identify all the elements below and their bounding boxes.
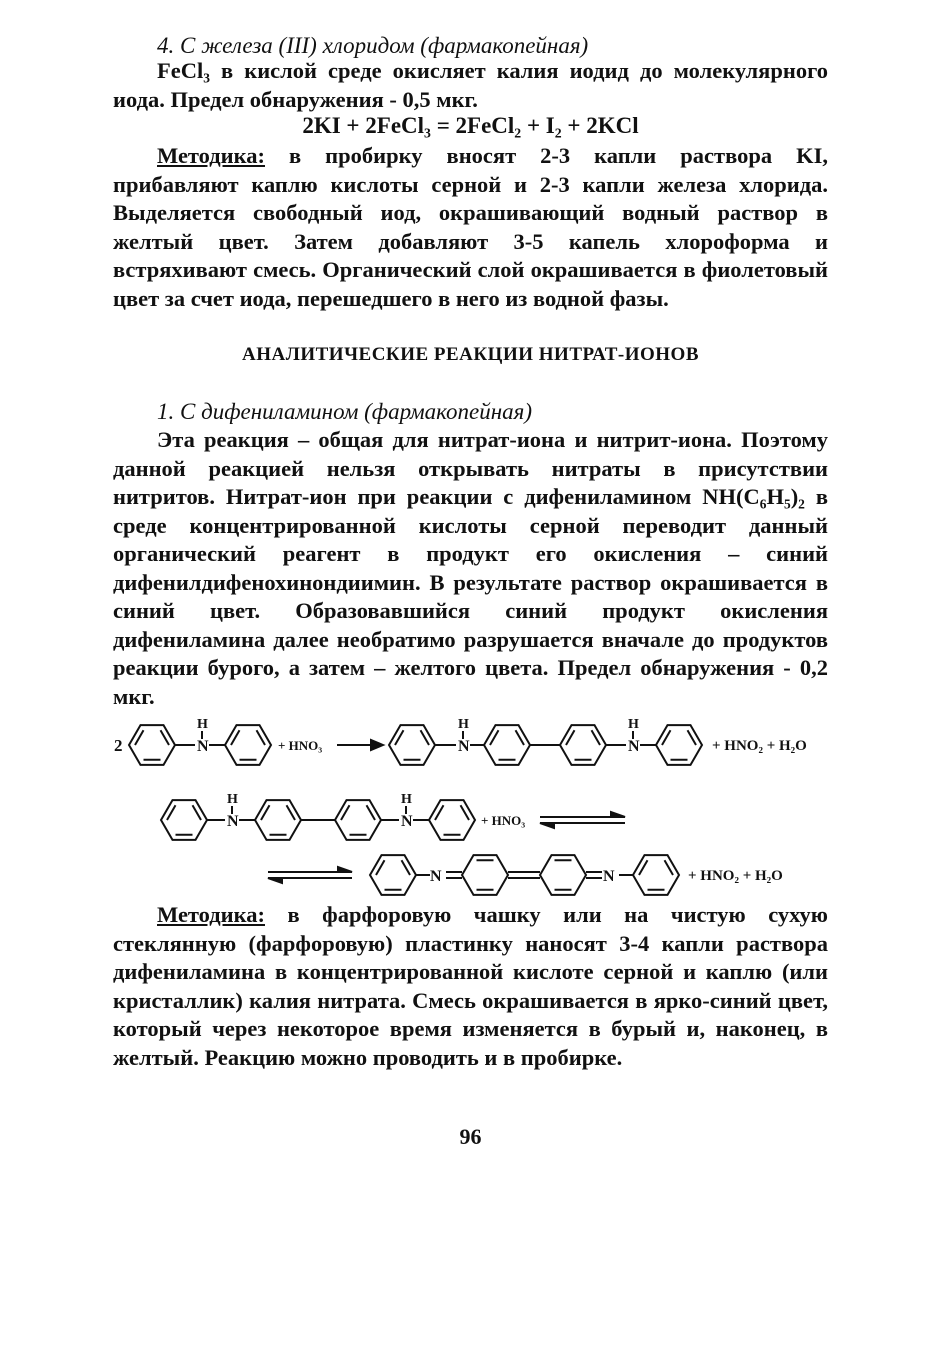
plus-hno3-label: + HNO₃ <box>278 738 323 753</box>
page-number: 96 <box>459 1124 482 1149</box>
products-label-2: + HNO₂ + H₂O <box>688 868 783 884</box>
nitrogen-label: N <box>197 738 209 755</box>
section4-method <box>113 142 828 313</box>
nitrogen-label-imine-2: N <box>603 868 615 885</box>
reaction-scheme <box>0 700 941 900</box>
hydrogen-label: H <box>227 792 238 807</box>
section1-method <box>113 901 828 1072</box>
nitrogen-label: N <box>628 738 640 755</box>
method-label-2: Методика: <box>157 902 265 927</box>
equilibrium-head-bottom <box>540 823 554 828</box>
equation-ki-fecl3: 2KI + 2FeCl₃ = 2FeCl₂ + I₂ + 2KCl <box>302 113 639 138</box>
hydrogen-label: H <box>401 792 412 807</box>
nitrogen-label: N <box>401 813 413 830</box>
method-text-2: в фарфоровую чашку или на чистую сухую стеклянную (фарфоровую) пластинку наносят 3-4 капли раствора дифениламина в концентрированной кислоте серной и каплю (или кристаллик) калия нитрата. Смесь окрашивается в ярко-синий цвет, который через некоторое время изменяется в бурый и, наконец, в желтый. Реакцию можно проводить и в пробирке. <box>113 902 828 1070</box>
section4-intro-text: FeCl₃ в кислой среде окисляет калия иодид до молекулярного иода. Предел обнаружения - 0,5 мкг. <box>113 58 828 112</box>
section4-intro <box>113 57 828 114</box>
arrow-head <box>371 740 383 750</box>
coefficient-2: 2 <box>114 736 123 755</box>
section1-text <box>113 426 828 711</box>
products-label: + HNO₂ + H₂O <box>712 738 807 754</box>
section4-heading: 4. С железа (III) хлоридом (фармакопейная) <box>157 33 589 58</box>
equilibrium-head-bottom <box>268 878 282 883</box>
method-label: Методика: <box>157 143 265 168</box>
nitrogen-label: N <box>458 738 470 755</box>
equilibrium-head-top <box>338 867 352 872</box>
equilibrium-head-top <box>611 812 625 817</box>
hydrogen-label: H <box>628 717 639 732</box>
hydrogen-label: H <box>197 717 208 732</box>
plus-hno3-label-2: + HNO₃ <box>481 813 526 828</box>
nitrogen-label: N <box>227 813 239 830</box>
nitrogen-label-imine: N <box>430 868 442 885</box>
section1-text-body: Эта реакция – общая для нитрат-иона и нитрит-иона. Поэтому данной реакцией нельзя открывать нитраты в присутствии нитритов. Нитрат-ион при реакции с дифениламином NH(C₆H₅)₂ в среде концентрированной кислоты серной переводит данный органический реагент в продукт его окисления – синий дифенилдифенохинондиимин. В результате раствор окрашивается в синий цвет. Образовавшийся синий продукт окисления дифениламина далее необратимо разрушается вначале до продуктов реакции бурого, а затем – желтого цвета. Предел обнаружения - 0,2 мкг. <box>113 427 828 709</box>
section-title-text: АНАЛИТИЧЕСКИЕ РЕАКЦИИ НИТРАТ-ИОНОВ <box>241 344 700 365</box>
hydrogen-label: H <box>458 717 469 732</box>
section-title <box>0 344 941 366</box>
method-text: в пробирку вносят 2-3 капли раствора KI, прибавляют каплю кислоты серной и 2-3 капли железа хлорида. Выделяется свободный иод, окрашивающий водный раствор в желтый цвет. Затем добавляют 3-5 капель хлороформа и встряхивают смесь. Органический слой окрашивается в фиолетовый цвет за счет иода, перешедшего в него из водной фазы. <box>113 143 828 311</box>
section1-heading: 1. С дифениламином (фармакопейная) <box>157 399 532 424</box>
